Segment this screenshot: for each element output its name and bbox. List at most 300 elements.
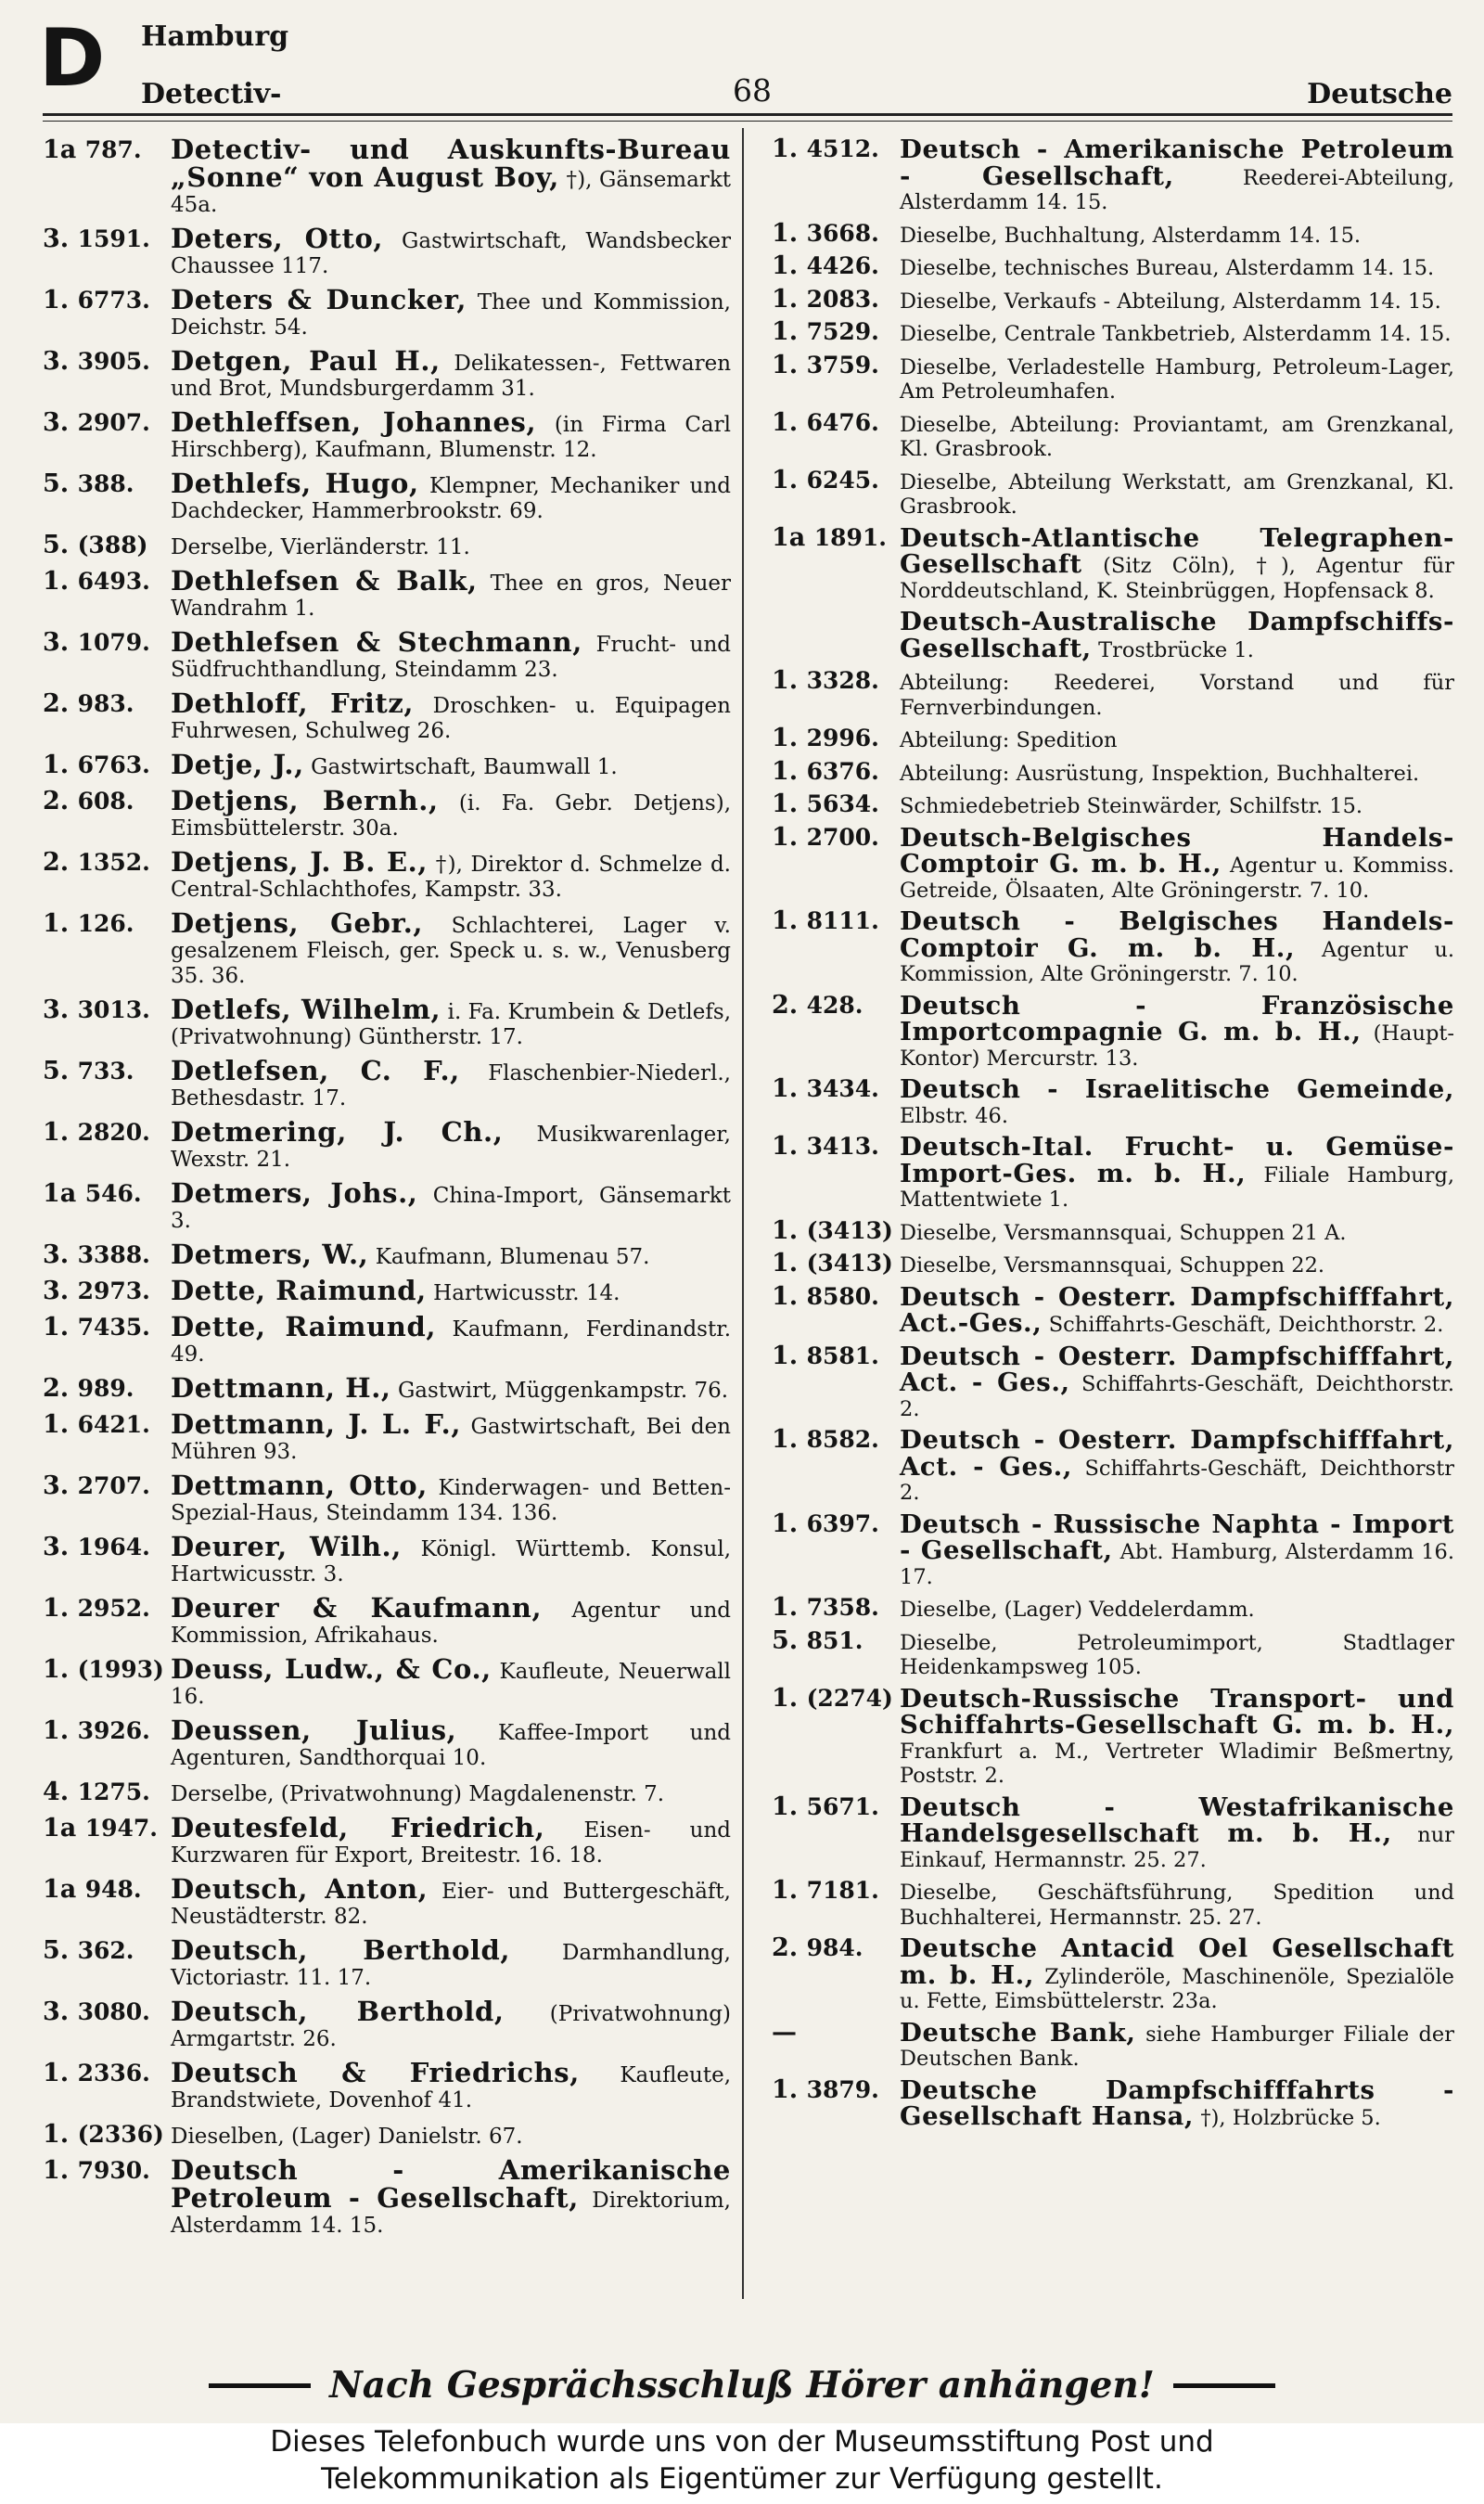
- phone-number: 3759.: [806, 351, 879, 379]
- subscriber-name: Deters & Duncker,: [171, 284, 467, 315]
- entry-number: [43, 1938, 171, 1991]
- entry-number: [43, 349, 171, 402]
- phone-number: 8111.: [806, 907, 879, 934]
- entry-body: [900, 2074, 1454, 2131]
- exchange-code: 1.: [772, 1509, 799, 1538]
- subscriber-details: Klempner, Mechaniker und Dachdecker, Hammerbrookstr. 69.: [171, 474, 732, 523]
- phone-number: 6421.: [77, 1411, 150, 1438]
- subscriber-details: Schmiedebetrieb Steinwärder, Schilfstr. 15.: [900, 794, 1363, 818]
- directory-entry: [772, 350, 1454, 404]
- entry-body: [900, 469, 1454, 520]
- subscriber-name: Dette, Raimund,: [171, 1311, 437, 1342]
- entry-body: [900, 906, 1455, 987]
- subscriber-details: Thee und Kommission, Deichstr. 54.: [171, 290, 731, 340]
- phone-number: 6476.: [806, 408, 879, 436]
- phone-number: 851.: [806, 1626, 864, 1654]
- phone-number: (3413): [806, 1250, 893, 1277]
- entry-number: [43, 1059, 171, 1111]
- footer-dash-left: [209, 2383, 311, 2388]
- exchange-code: 1.: [43, 1410, 70, 1439]
- entry-body: [171, 1531, 732, 1587]
- entry-number: [772, 317, 900, 347]
- directory-entry: [43, 907, 731, 989]
- exchange-code: 5.: [43, 1057, 70, 1085]
- subscriber-details: Hartwicusstr. 14.: [433, 1281, 620, 1305]
- directory-entry: [43, 1873, 731, 1930]
- exchange-code: 1.: [772, 284, 799, 314]
- subscriber-details: Kaufleute, Neuerwall 16.: [171, 1660, 731, 1709]
- exchange-code: 1.: [772, 465, 799, 494]
- entry-body: [171, 223, 731, 279]
- phone-number: 4512.: [806, 135, 879, 162]
- entry-body: [900, 1683, 1454, 1789]
- entry-body: [171, 1275, 731, 1306]
- directory-entry: [43, 1470, 732, 1526]
- subscriber-details: Schiffahrts-Geschäft, Deichthorstr. 2.: [1048, 1313, 1444, 1337]
- entry-body: [900, 1933, 1454, 2014]
- entry-body: [900, 1509, 1454, 1590]
- phone-number: 983.: [77, 690, 134, 717]
- subscriber-name: Deutsch-Atlantische Telegraphen-Gesellschaft: [900, 522, 1454, 579]
- subscriber-details: Delikatessen-, Fettwaren und Brot, Mundsburgerdamm 31.: [171, 352, 732, 401]
- phone-number: 7358.: [806, 1594, 879, 1621]
- entry-body: [900, 669, 1454, 720]
- phone-number: 1275.: [77, 1778, 150, 1805]
- phone-number: 546.: [84, 1180, 142, 1207]
- subscriber-name: Deutsch - Amerikanische Petroleum - Gesellschaft,: [171, 2154, 731, 2214]
- entry-number: [772, 284, 900, 315]
- exchange-code: 3.: [43, 1277, 70, 1305]
- entry-body: [171, 1372, 731, 1404]
- entry-number: [43, 1278, 171, 1306]
- exchange-code: 1a: [772, 522, 806, 552]
- entry-body: [171, 1996, 731, 2052]
- entry-number: [43, 752, 171, 780]
- directory-entry: [43, 1531, 732, 1587]
- directory-entry: [772, 1132, 1455, 1213]
- exchange-code: 2.: [43, 787, 70, 815]
- directory-entry: [43, 1779, 731, 1807]
- subscriber-details: Dieselben, (Lager) Danielstr. 67.: [171, 2125, 523, 2149]
- entry-body: [900, 522, 1454, 604]
- entry-body: [900, 411, 1454, 462]
- phone-number: 7181.: [806, 1877, 879, 1904]
- subscriber-details: Direktorium, Alsterdamm 14. 15.: [171, 2189, 731, 2238]
- exchange-code: 1.: [772, 135, 799, 163]
- entry-number: [43, 691, 171, 744]
- column-divider: [742, 128, 744, 2299]
- directory-entry: [43, 626, 731, 683]
- subscriber-name: Deutsch - Russische Naphta - Import - Gesellschaft,: [900, 1509, 1454, 1565]
- subscriber-name: Deutsch - Oesterr. Dampfschifffahrt, Act.-Ges.,: [900, 1281, 1454, 1338]
- directory-entry: [43, 785, 732, 841]
- subscriber-name: Deutsche Dampfschifffahrts - Gesellschaft Hansa,: [900, 2074, 1454, 2131]
- exchange-code: 5.: [43, 531, 70, 559]
- exchange-code: 3.: [43, 1533, 70, 1561]
- entry-number: [43, 1657, 171, 1710]
- exchange-code: 1.: [772, 1281, 799, 1311]
- entry-number: [772, 522, 900, 604]
- subscriber-details: i. Fa. Krumbein & Detlefs, (Privatwohnung) Güntherstr. 17.: [171, 1000, 732, 1049]
- subscriber-details: Königl. Württemb. Konsul, Hartwicusstr. 3.: [171, 1537, 732, 1586]
- entry-number: [43, 911, 171, 989]
- phone-number: 3879.: [806, 2075, 879, 2103]
- subscriber-details: Schiffahrts-Geschäft, Deichthorstr 2.: [900, 1456, 1454, 1505]
- directory-entry: [772, 284, 1454, 315]
- phone-number: 3668.: [806, 219, 879, 247]
- entry-body: [171, 1116, 731, 1173]
- entry-body: [171, 1055, 731, 1111]
- entry-number: [43, 1181, 171, 1234]
- entry-number: [772, 218, 900, 249]
- subscriber-details: Gastwirt, Müggenkampstr. 76.: [397, 1379, 729, 1403]
- directory-entry: [772, 137, 1454, 215]
- subscriber-details: †), Direktor d. Schmelze d. Central-Schlachthofes, Kampstr. 33.: [171, 853, 731, 902]
- entry-number: [43, 471, 171, 524]
- exchange-code: 1.: [772, 317, 799, 346]
- phone-number: 5671.: [806, 1792, 879, 1820]
- exchange-code: 1.: [43, 1313, 70, 1342]
- entry-body: [171, 1714, 731, 1771]
- entry-body: [900, 1074, 1454, 1128]
- subscriber-details: Gastwirtschaft, Wandsbecker Chaussee 117.: [171, 229, 731, 278]
- entry-number: [772, 666, 900, 720]
- phone-number: 7529.: [806, 318, 879, 345]
- entry-number: [772, 1683, 900, 1789]
- exchange-code: 1.: [772, 1249, 799, 1278]
- phone-number: 6773.: [77, 287, 150, 314]
- entry-number: [772, 1215, 900, 1246]
- entry-number: [772, 1876, 900, 1930]
- subscriber-details: Musikwarenlager, Wexstr. 21.: [171, 1123, 731, 1172]
- directory-entry: [43, 406, 731, 463]
- directory-entry: [43, 284, 731, 340]
- entry-body: [900, 990, 1454, 1072]
- entry-body: [171, 785, 732, 841]
- phone-number: 1891.: [813, 523, 887, 551]
- entry-body: [900, 1596, 1454, 1623]
- subscriber-details: (Haupt-Kontor) Mercurstr. 13.: [900, 1021, 1454, 1071]
- exchange-code: 5.: [43, 469, 70, 498]
- exchange-code: 2.: [43, 848, 70, 877]
- entry-number: [772, 1281, 900, 1338]
- entry-number: [772, 822, 900, 904]
- entry-number: [43, 789, 171, 841]
- entry-number: [43, 1816, 171, 1868]
- page-number: 68: [733, 72, 772, 109]
- directory-entry: [43, 1275, 731, 1306]
- subscriber-name: Deutsche Antacid Oel Gesellschaft m. b. H.,: [900, 1933, 1454, 1990]
- phone-number: (388): [77, 532, 148, 559]
- entry-number: [772, 1341, 900, 1422]
- subscriber-name: Dette, Raimund,: [171, 1275, 427, 1306]
- subscriber-name: Detjens, Gebr.,: [171, 907, 424, 939]
- subscriber-name: Deutesfeld, Friedrich,: [171, 1812, 545, 1843]
- directory-entry: [772, 666, 1454, 720]
- entry-number: [772, 1249, 900, 1278]
- directory-entry: [772, 522, 1454, 604]
- directory-entry: [772, 218, 1454, 249]
- subscriber-details: Kaufleute, Brandstwiete, Dovenhof 41.: [171, 2063, 732, 2112]
- entry-number: [772, 792, 900, 819]
- subscriber-details: Flaschenbier-Niederl., Bethesdastr. 17.: [171, 1061, 731, 1111]
- entry-body: [900, 1879, 1454, 1930]
- subscriber-name: Dethleffsen, Johannes,: [171, 406, 537, 438]
- subscriber-details: Dieselbe, Verkaufs - Abteilung, Alsterdamm 14. 15.: [900, 289, 1441, 314]
- entry-number: [43, 288, 171, 340]
- phone-number: 6763.: [77, 751, 150, 778]
- phone-number: 7435.: [77, 1314, 150, 1341]
- entry-number: [43, 850, 171, 903]
- exchange-code: 2.: [43, 689, 70, 718]
- subscriber-name: Detlefs, Wilhelm,: [171, 994, 441, 1025]
- header-rule-thin: [43, 121, 1452, 122]
- exchange-code: 1.: [772, 906, 799, 935]
- exchange-code: 1.: [772, 251, 799, 280]
- entry-number: [772, 1132, 900, 1213]
- phone-number: 3905.: [77, 348, 150, 375]
- entry-number: [43, 1596, 171, 1649]
- entry-number: [43, 1412, 171, 1465]
- phone-number: 362.: [77, 1937, 134, 1964]
- entry-body: [171, 565, 731, 622]
- entry-number: [43, 410, 171, 463]
- subscriber-details: Filiale Hamburg, Mattentwiete 1.: [900, 1162, 1455, 1212]
- entry-number: [43, 1120, 171, 1173]
- entry-number: [43, 1473, 171, 1526]
- city-heading: Hamburg: [141, 20, 289, 53]
- subscriber-details: nur Einkauf, Hermannstr. 25. 27.: [900, 1823, 1454, 1872]
- exchange-code: 1.: [772, 1791, 799, 1821]
- phone-number: 8581.: [806, 1342, 879, 1369]
- phone-number: 4426.: [806, 252, 879, 279]
- ownership-notice: [0, 2423, 1484, 2504]
- exchange-code: 2.: [772, 990, 799, 1020]
- entry-body: [171, 533, 731, 560]
- entry-body: [171, 345, 732, 402]
- phone-number: (2274): [806, 1684, 893, 1712]
- entry-number: [772, 137, 900, 215]
- section-letter: D: [39, 12, 106, 105]
- subscriber-details: Trostbrücke 1.: [1098, 637, 1254, 662]
- exchange-code: 1.: [772, 1876, 799, 1905]
- entry-number: [43, 533, 171, 560]
- entry-body: [171, 846, 731, 903]
- entry-number: [43, 226, 171, 279]
- entry-body: [171, 1177, 731, 1234]
- exchange-code: 1a: [43, 135, 77, 164]
- entry-body: [171, 2057, 732, 2113]
- exchange-code: 1.: [772, 1683, 799, 1713]
- entry-body: [171, 1592, 731, 1649]
- directory-entry: [772, 1593, 1454, 1623]
- subscriber-name: Deutsch, Berthold,: [171, 1934, 511, 1966]
- directory-entry: [772, 726, 1454, 753]
- entry-number: [43, 1376, 171, 1404]
- phone-number: 3013.: [77, 996, 150, 1023]
- entry-number: [772, 407, 900, 462]
- exchange-code: 3.: [43, 408, 70, 437]
- directory-entry: [43, 1934, 731, 1991]
- entry-body: [900, 2017, 1454, 2072]
- entry-body: [900, 1629, 1454, 1680]
- entry-number: [43, 1877, 171, 1930]
- directory-entry: [43, 1055, 731, 1111]
- directory-entry: [43, 1653, 731, 1710]
- subscriber-details: Dieselbe, Geschäftsführung, Spedition und Buchhalterei, Hermannstr. 25. 27.: [900, 1881, 1454, 1930]
- entry-body: [171, 2154, 731, 2239]
- phone-number: 2336.: [77, 2060, 150, 2087]
- exchange-code: 1a: [43, 1814, 77, 1843]
- subscriber-name: Dettmann, H.,: [171, 1372, 391, 1404]
- entry-body: [171, 687, 731, 744]
- footer-instruction: [186, 2364, 1298, 2407]
- subscriber-details: Kaufmann, Blumenau 57.: [375, 1245, 650, 1269]
- directory-entry: [43, 1311, 732, 1368]
- directory-entry: [772, 407, 1454, 462]
- directory-entry: [43, 1714, 731, 1771]
- subscriber-details: Dieselbe, Petroleumimport, Stadtlager Heidenkampsweg 105.: [900, 1630, 1454, 1679]
- subscriber-details: Dieselbe, Versmannsquai, Schuppen 22.: [900, 1253, 1325, 1278]
- subscriber-details: Frucht- und Südfruchthandlung, Steindamm 23.: [171, 633, 731, 682]
- directory-entry: [43, 2154, 731, 2239]
- entry-body: [900, 822, 1455, 904]
- subscriber-details: (i. Fa. Gebr. Detjens), Eimsbüttelerstr. 30a.: [171, 791, 732, 841]
- entry-number: [772, 1074, 900, 1128]
- exchange-code: 1.: [772, 822, 799, 852]
- entry-number: [772, 1625, 900, 1680]
- exchange-code: 1.: [772, 2074, 799, 2104]
- exchange-code: 3.: [43, 1240, 70, 1269]
- subscriber-details: Frankfurt a. M., Vertreter Wladimir Beßmertny, Poststr. 2.: [900, 1739, 1454, 1788]
- entry-body: [900, 792, 1454, 819]
- phone-number: 8582.: [806, 1426, 879, 1453]
- entry-body: [171, 1470, 732, 1526]
- entry-body: [900, 137, 1454, 215]
- entry-body: [171, 1408, 731, 1465]
- entry-number: [772, 1593, 900, 1623]
- subscriber-details: Schlachterei, Lager v. gesalzenem Fleisch, ger. Speck u. s. w., Venusberg 35. 36.: [171, 914, 731, 988]
- phone-number: 8580.: [806, 1282, 879, 1310]
- right-column: [772, 137, 1454, 2138]
- subscriber-name: Deurer, Wilh.,: [171, 1531, 402, 1562]
- entry-number: [43, 630, 171, 683]
- entry-body: [900, 726, 1454, 753]
- directory-entry: [772, 1791, 1454, 1873]
- subscriber-details: Zylinderöle, Maschinenöle, Spezialöle u. Fette, Eimsbüttelerstr. 23a.: [900, 1964, 1454, 2013]
- subscriber-name: Deutsch-Ital. Frucht- u. Gemüse-Import-Ges. m. b. H.,: [900, 1132, 1454, 1188]
- entry-number: [43, 1779, 171, 1807]
- entry-number: [43, 1315, 171, 1368]
- directory-entry: [43, 749, 731, 780]
- exchange-code: 1.: [772, 756, 799, 786]
- phone-number: 733.: [77, 1058, 134, 1085]
- entry-body: [171, 626, 731, 683]
- left-column: [43, 134, 732, 2247]
- phone-number: 7930.: [77, 2157, 150, 2184]
- exchange-code: 3.: [43, 347, 70, 376]
- directory-entry: [43, 846, 731, 903]
- phone-number: 3080.: [77, 1998, 150, 2025]
- directory-entry: [43, 533, 731, 560]
- entry-body: [900, 1219, 1454, 1246]
- subscriber-details: Abt. Hamburg, Alsterdamm 16. 17.: [900, 1540, 1454, 1589]
- subscriber-name: Dethlefsen & Stechmann,: [171, 626, 582, 658]
- entry-body: [900, 288, 1454, 315]
- phone-number: 6493.: [77, 568, 150, 595]
- subscriber-name: Deutsch - Westafrikanische Handelsgesellschaft m. b. H.,: [900, 1791, 1454, 1848]
- exchange-code: 2.: [772, 1933, 799, 1962]
- subscriber-name: Dethloff, Fritz,: [171, 687, 415, 719]
- entry-number: [772, 1509, 900, 1590]
- entry-number: [772, 756, 900, 787]
- entry-number: [43, 2061, 171, 2113]
- entry-body: [900, 1791, 1454, 1873]
- directory-entry: [43, 1372, 731, 1404]
- subscriber-details: Eier- und Buttergeschäft, Neustädterstr. 82.: [171, 1880, 731, 1929]
- entry-number: [43, 2158, 171, 2239]
- directory-entry: [772, 1683, 1454, 1789]
- subscriber-name: Detlefsen, C. F.,: [171, 1055, 460, 1086]
- subscriber-details: Abteilung: Ausrüstung, Inspektion, Buchhalterei.: [900, 761, 1420, 786]
- subscriber-details: Agentur und Kommission, Afrikahaus.: [171, 1599, 731, 1648]
- subscriber-name: Detje, J.,: [171, 749, 304, 780]
- directory-entry: [772, 2074, 1454, 2131]
- subscriber-name: Deussen, Julius,: [171, 1714, 457, 1746]
- directory-entry: [772, 1876, 1454, 1930]
- directory-entry: [772, 822, 1455, 904]
- subscriber-details: Dieselbe, Buchhaltung, Alsterdamm 14. 15.: [900, 223, 1362, 248]
- subscriber-details: Abteilung: Reederei, Vorstand und für Fernverbindungen.: [900, 671, 1454, 720]
- phone-number: 3328.: [806, 667, 879, 694]
- directory-entry: [43, 1592, 731, 1649]
- entry-body: [171, 994, 732, 1050]
- directory-entry: [772, 1933, 1454, 2014]
- entry-body: [900, 353, 1454, 404]
- subscriber-details: Dieselbe, Abteilung: Proviantamt, am Grenzkanal, Kl. Grasbrook.: [900, 412, 1454, 461]
- subscriber-details: Dieselbe, Verladestelle Hamburg, Petroleum-Lager, Am Petroleumhafen.: [900, 354, 1454, 404]
- subscriber-name: Detjens, Bernh.,: [171, 785, 439, 816]
- exchange-code: 1.: [772, 1341, 799, 1370]
- phone-number: 2820.: [77, 1119, 150, 1146]
- subscriber-details: Agentur u. Kommiss. Getreide, Ölsaaten, Alte Gröningerstr. 7. 10.: [900, 854, 1455, 903]
- directory-entry: [772, 1074, 1454, 1128]
- subscriber-name: Deutsch & Friedrichs,: [171, 2057, 580, 2088]
- directory-entry: [43, 345, 732, 402]
- exchange-code: 1.: [772, 407, 799, 437]
- entry-number: [43, 1999, 171, 2052]
- entry-number: [772, 350, 900, 404]
- phone-number: 6397.: [806, 1509, 879, 1537]
- phone-number: 2996.: [806, 725, 879, 751]
- entry-body: [171, 749, 731, 780]
- directory-entry: [43, 1177, 731, 1234]
- phone-number: 948.: [84, 1876, 142, 1903]
- entry-number: [772, 251, 900, 281]
- phone-number: 3434.: [806, 1075, 879, 1102]
- exchange-code: 5.: [772, 1625, 799, 1655]
- exchange-code: 3.: [43, 628, 70, 657]
- subscriber-name: Deutsch-Belgisches Handels-Comptoir G. m. b. H.,: [900, 822, 1454, 879]
- exchange-code: 1.: [43, 286, 70, 315]
- entry-number: [772, 1425, 900, 1506]
- exchange-code: 1.: [772, 350, 799, 379]
- exchange-code: 1.: [43, 2156, 70, 2185]
- entry-number: [772, 726, 900, 753]
- entry-number: [772, 2017, 900, 2072]
- entry-body: [171, 2122, 731, 2150]
- directory-entry: [772, 906, 1455, 987]
